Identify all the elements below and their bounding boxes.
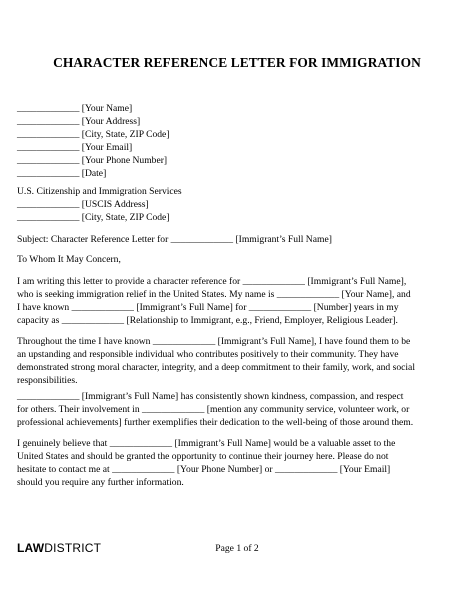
paragraph-line: I genuinely believe that _____________ [Immigrant’s Full Name] would be a valuable asset to the <box>17 438 396 449</box>
paragraph-line: responsibilities. <box>17 375 78 386</box>
paragraph-line: who is seeking immigration relief in the United States. My name is _____________ [Your Name], and <box>17 289 411 300</box>
sender-email-line: _____________ [Your Email] <box>17 142 133 153</box>
paragraph-line: an upstanding and responsible individual who contributes positively to their community. They have <box>17 349 399 360</box>
sender-phone-line: _____________ [Your Phone Number] <box>17 155 168 166</box>
paragraph-line: professional achievements] further exemplifies their dedication to the well-being of those around them. <box>17 417 414 428</box>
document-title: CHARACTER REFERENCE LETTER FOR IMMIGRATION <box>53 55 421 70</box>
recipient-agency-line: U.S. Citizenship and Immigration Services <box>17 186 182 197</box>
recipient-address-line: _____________ [USCIS Address] <box>17 199 149 210</box>
paragraph-line: United States and should be granted the opportunity to continue their journey here. Please do not <box>17 451 389 462</box>
paragraph-line: I am writing this letter to provide a character reference for _____________ [Immigrant’s Full Name], <box>17 276 407 287</box>
paragraph-line: Throughout the time I have known _____________ [Immigrant’s Full Name], I have found them to be <box>17 336 411 347</box>
sender-city-line: _____________ [City, State, ZIP Code] <box>17 129 170 140</box>
sender-address-line: _____________ [Your Address] <box>17 116 141 127</box>
paragraph-line: for others. Their involvement in _____________ [mention any community service, volunteer work, or <box>17 404 410 415</box>
sender-date-line: _____________ [Date] <box>17 168 107 179</box>
paragraph-line: capacity as _____________ [Relationship to Immigrant, e.g., Friend, Employer, Religious Leader]. <box>17 315 398 326</box>
recipient-city-line: _____________ [City, State, ZIP Code] <box>17 212 170 223</box>
paragraph-line: hesitate to contact me at _____________ [Your Phone Number] or _____________ [Your Email] <box>17 464 391 475</box>
paragraph-line: demonstrated strong moral character, integrity, and a deep commitment to their family, work, and social <box>17 362 415 373</box>
subject-line: Subject: Character Reference Letter for _____________ [Immigrant’s Full Name] <box>17 234 332 245</box>
paragraph-line: I have known _____________ [Immigrant’s Full Name] for _____________ [Number] years in my <box>17 302 399 313</box>
paragraph-line: should you require any further information. <box>17 477 184 488</box>
logo-bold-part: LAW <box>17 541 45 555</box>
sender-name-line: _____________ [Your Name] <box>17 103 133 114</box>
paragraph-line: _____________ [Immigrant’s Full Name] has consistently shown kindness, compassion, and respect <box>17 391 404 402</box>
salutation: To Whom It May Concern, <box>17 254 121 265</box>
logo-regular-part: DISTRICT <box>44 541 102 555</box>
page-number: Page 1 of 2 <box>215 543 259 554</box>
